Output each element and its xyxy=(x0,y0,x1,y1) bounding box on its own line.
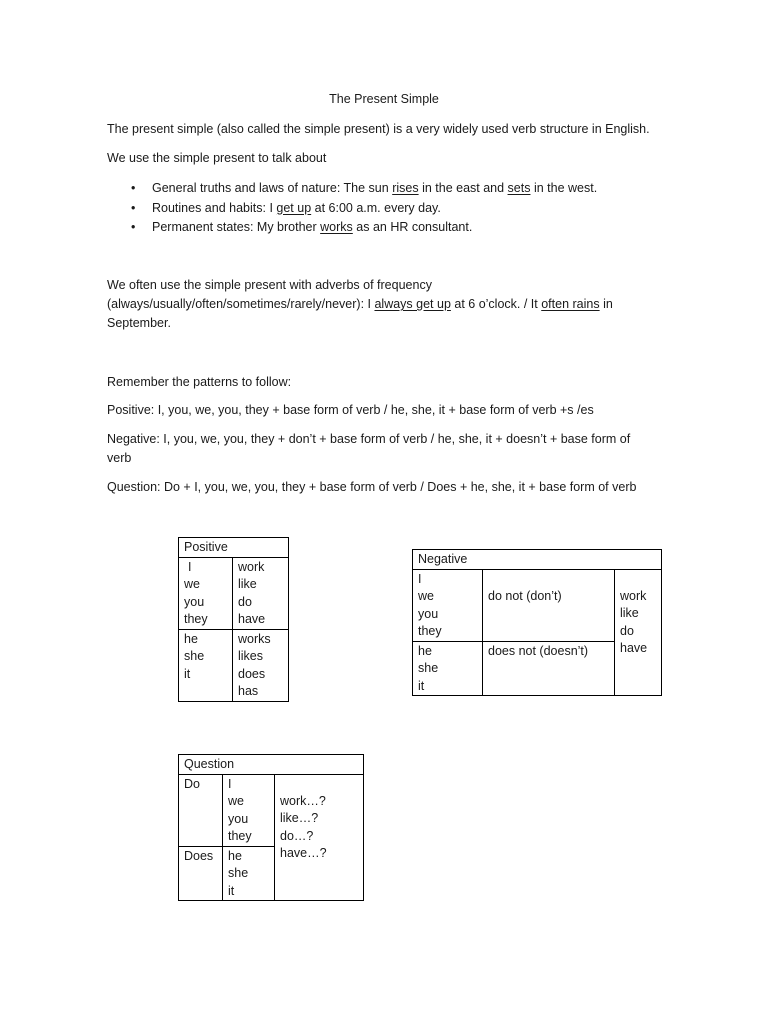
bullet-icon: • xyxy=(131,220,136,234)
adverbs-line-2: (always/usually/often/sometimes/rarely/never): I always get up at 6 o’clock. / It often rains in xyxy=(107,297,613,311)
question-aux-do: Do xyxy=(179,774,223,846)
negative-subjects-plural: I we you they xyxy=(413,569,483,641)
negative-aux-does-not: does not (doesn’t) xyxy=(483,641,615,696)
negative-verbs: work like do have xyxy=(615,569,662,696)
question-table-header: Question xyxy=(179,755,364,775)
positive-table-header: Positive xyxy=(179,538,289,558)
negative-table xyxy=(412,549,662,696)
use-intro-paragraph: We use the simple present to talk about xyxy=(107,151,327,165)
adverbs-line-3: September. xyxy=(107,316,171,330)
question-subjects-plural: I we you they xyxy=(223,774,275,846)
question-pattern: Question: Do + I, you, we, you, they + base form of verb / Does + he, she, it + base form of verb xyxy=(107,480,637,494)
positive-subjects-third-person: he she it xyxy=(179,629,233,701)
adverbs-line-1: We often use the simple present with adverbs of frequency xyxy=(107,278,432,292)
bullet-item-permanent-states: • Permanent states: My brother works as an HR consultant. xyxy=(131,218,597,238)
negative-table-header: Negative xyxy=(413,550,662,570)
usage-bullet-list xyxy=(131,179,597,238)
intro-paragraph: The present simple (also called the simple present) is a very widely used verb structure in English. xyxy=(107,122,650,136)
positive-table xyxy=(178,537,289,702)
question-verbs: work…? like…? do…? have…? xyxy=(275,774,364,901)
positive-verbs-s-form: works likes does has xyxy=(233,629,289,701)
patterns-intro: Remember the patterns to follow: xyxy=(107,375,292,389)
negative-aux-do-not: do not (don’t) xyxy=(483,569,615,641)
positive-pattern: Positive: I, you, we, you, they + base form of verb / he, she, it + base form of verb +s /es xyxy=(107,403,594,417)
question-table xyxy=(178,754,364,901)
bullet-icon: • xyxy=(131,200,136,215)
bullet-icon: • xyxy=(131,181,136,195)
negative-pattern: Negative: I, you, we, you, they + don’t + base form of verb / he, she, it + doesn’t + base form of verb xyxy=(107,432,631,465)
negative-subjects-third-person: he she it xyxy=(413,641,483,696)
bullet-item-routines: • Routines and habits: I get up at 6:00 a.m. every day. xyxy=(131,199,597,219)
question-subjects-third-person: he she it xyxy=(223,846,275,901)
positive-verbs-base: work like do have xyxy=(233,557,289,629)
positive-subjects-plural: I we you they xyxy=(179,557,233,629)
page-title: The Present Simple xyxy=(329,92,439,106)
adverbs-paragraph xyxy=(107,276,613,333)
question-aux-does: Does xyxy=(179,846,223,901)
bullet-item-general-truths: • General truths and laws of nature: The sun rises in the east and sets in the west. xyxy=(131,179,597,199)
